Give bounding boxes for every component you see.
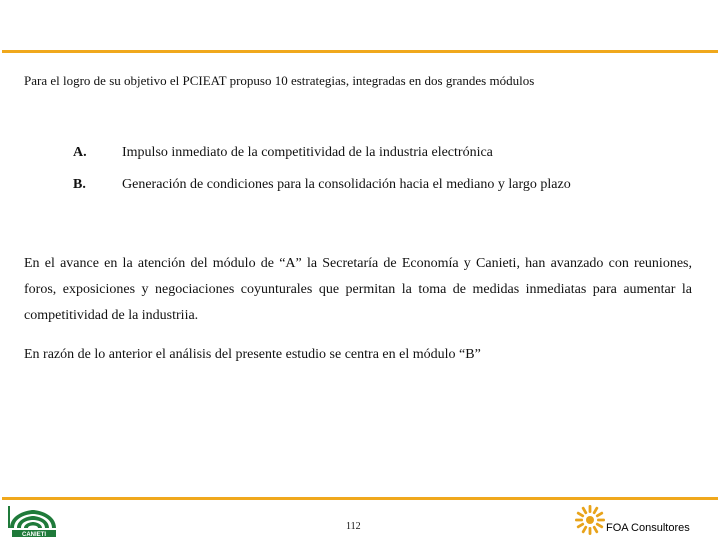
module-text: Generación de condiciones para la consolidación hacia el mediano y largo plazo xyxy=(122,177,571,192)
canieti-label: CANIETI xyxy=(22,532,46,538)
module-letter: B. xyxy=(73,177,86,192)
canieti-arches-icon xyxy=(8,506,56,528)
header-rule xyxy=(2,50,718,53)
module-text: Impulso inmediato de la competitividad de la industria electrónica xyxy=(122,145,493,160)
paragraph-progress: En el avance en la atención del módulo de “A” la Secretaría de Economía y Canieti, han avanzado con reuniones, foros, exposiciones y negociaciones coyunturales que permitan la toma de medidas inmediatas para aumentar la competitividad de la industriia. xyxy=(24,256,692,323)
foa-logo-text: FOA Consultores xyxy=(606,522,690,534)
foa-sun-icon xyxy=(574,504,606,536)
canieti-logo xyxy=(6,502,60,538)
page-number: 112 xyxy=(346,521,361,532)
module-letter: A. xyxy=(73,145,87,160)
intro-text: Para el logro de su objetivo el PCIEAT propuso 10 estrategias, integradas en dos grandes módulos xyxy=(24,73,535,88)
footer-rule xyxy=(2,497,718,500)
paragraph-conclusion: En razón de lo anterior el análisis del presente estudio se centra en el módulo “B” xyxy=(24,347,481,362)
